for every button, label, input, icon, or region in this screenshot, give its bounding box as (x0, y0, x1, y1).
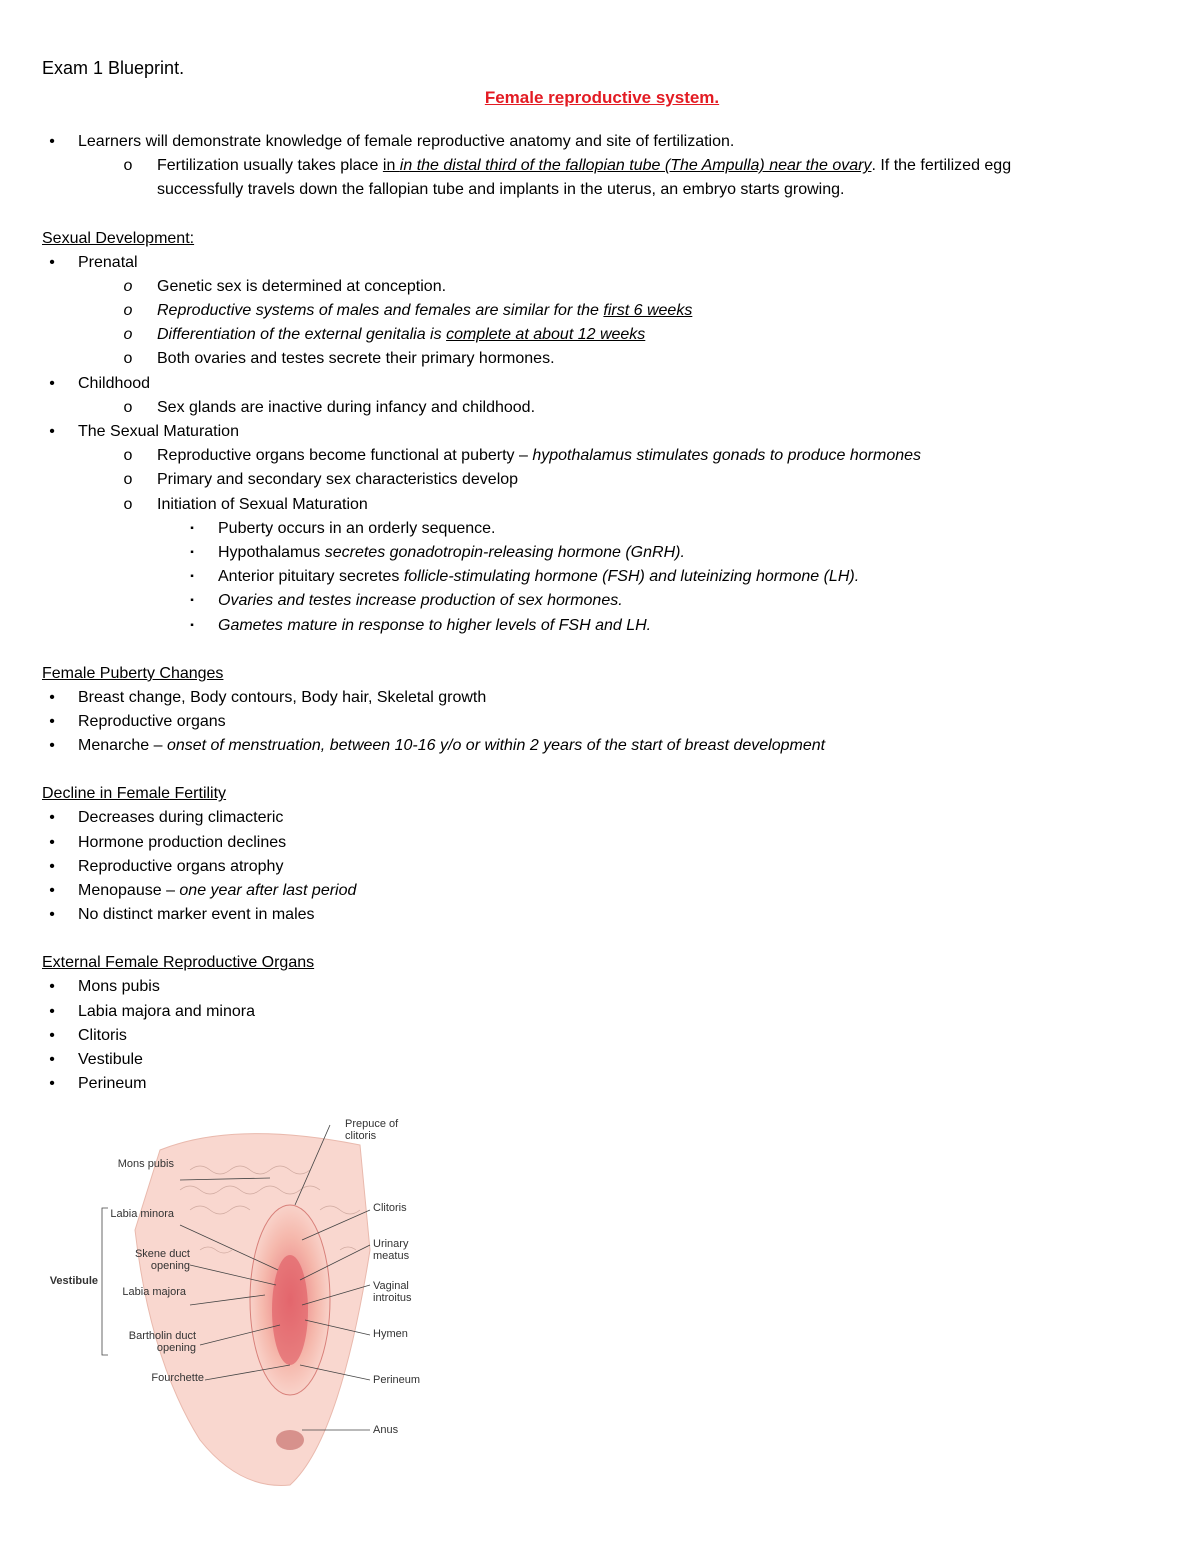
section-heading: External Female Reproductive Organs (42, 954, 315, 972)
list-item: • Childhood (49, 374, 151, 392)
list-item: • Reproductive organs atrophy (49, 857, 284, 875)
document-title: Exam 1 Blueprint. (42, 58, 185, 78)
list-item: • Breast change, Body contours, Body hair, Skeletal growth (49, 688, 487, 706)
label-urinary-meatus: Urinary meatus (373, 1238, 410, 1262)
list-item: ▪ Hypothalamus secretes gonadotropin-releasing hormone (GnRH). (190, 544, 685, 562)
label-skene-duct: Skene duct opening (134, 1248, 190, 1272)
label-vestibule: Vestibule (49, 1275, 98, 1287)
list-item: o Genetic sex is determined at conception. (123, 277, 447, 295)
list-item: • Prenatal (49, 253, 138, 271)
list-item: ▪ Gametes mature in response to higher levels of FSH and LH. (190, 616, 652, 634)
list-item: • Decreases during climacteric (49, 809, 284, 827)
label-labia-majora: Labia majora (122, 1286, 186, 1298)
list-item: o Sex glands are inactive during infancy and childhood. (123, 398, 536, 416)
list-item: o Primary and secondary sex characteristics develop (123, 471, 519, 489)
anatomy-illustration (40, 1110, 420, 1490)
list-item: • Clitoris (49, 1026, 127, 1044)
list-item: ▪ Ovaries and testes increase production of sex hormones. (190, 592, 623, 610)
label-labia-minora: Labia minora (110, 1208, 174, 1220)
list-item: o Differentiation of the external genitalia is complete at about 12 weeks (123, 326, 646, 344)
list-item: • Menopause – one year after last period (49, 882, 357, 900)
list-item: o Initiation of Sexual Maturation (123, 495, 368, 513)
list-item: o Both ovaries and testes secrete their primary hormones. (123, 350, 555, 368)
list-item: o Fertilization usually takes place in in the distal third of the fallopian tube (The Ampulla) near the ovary. If the fertilized egg successfully travels down the fallopian tube and implants in the uterus, an embryo starts growing. (42, 154, 1162, 202)
label-anus: Anus (373, 1424, 399, 1436)
label-bartholin-duct: Bartholin duct opening (128, 1330, 196, 1354)
list-item: • The Sexual Maturation (49, 423, 239, 441)
list-item: • Perineum (49, 1075, 147, 1093)
list-item: • Learners will demonstrate knowledge of female reproductive anatomy and site of fertilization. (42, 130, 1162, 154)
section-title: Female reproductive system. (484, 88, 720, 107)
section-heading: Female Puberty Changes (42, 664, 224, 682)
label-hymen: Hymen (373, 1328, 408, 1340)
label-mons-pubis: Mons pubis (117, 1158, 174, 1170)
label-clitoris: Clitoris (373, 1202, 407, 1214)
list-item: • Menarche – onset of menstruation, between 10-16 y/o or within 2 years of the start of breast development (49, 737, 826, 755)
list-item: o Reproductive systems of males and females are similar for the first 6 weeks (123, 302, 693, 320)
section-heading: Decline in Female Fertility (42, 785, 227, 803)
list-item: • Hormone production declines (49, 833, 287, 851)
list-item: ▪ Anterior pituitary secretes follicle-stimulating hormone (FSH) and luteinizing hormone (LH). (190, 568, 860, 586)
label-perineum: Perineum (373, 1374, 421, 1386)
list-item: • Reproductive organs (49, 713, 226, 731)
section-heading: Sexual Development: (42, 229, 195, 247)
document-page (42, 58, 1162, 1097)
label-prepuce: Prepuce of clitoris (345, 1118, 399, 1142)
anatomy-figure (40, 1110, 420, 1490)
label-fourchette: Fourchette (151, 1372, 204, 1384)
list-item: ▪ Puberty occurs in an orderly sequence. (190, 519, 496, 537)
bullet-icon: o (123, 157, 133, 175)
bullet-icon: • (49, 133, 55, 150)
list-item: • Labia majora and minora (49, 1002, 255, 1020)
list-item: • Vestibule (49, 1051, 143, 1069)
list-item: o Reproductive organs become functional at puberty – hypothalamus stimulates gonads to produce hormones (123, 447, 922, 465)
list-item: • No distinct marker event in males (49, 906, 315, 924)
list-item: • Mons pubis (49, 978, 160, 996)
label-vaginal-introitus: Vaginal introitus (373, 1280, 412, 1304)
